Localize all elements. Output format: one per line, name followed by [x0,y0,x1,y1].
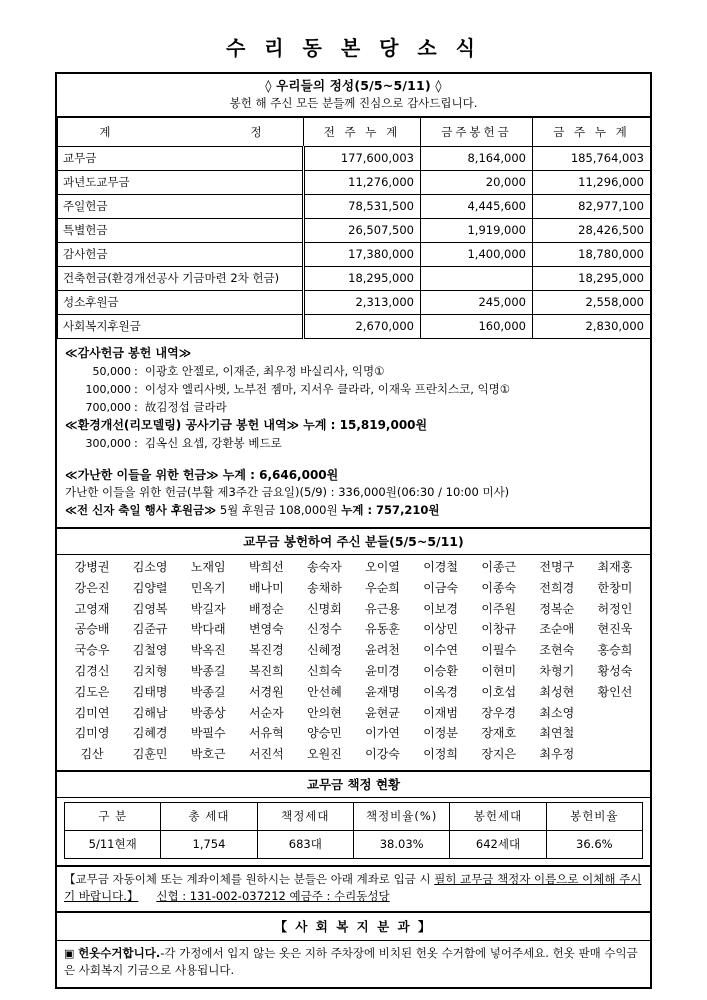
donor-name: 서진석 [248,747,284,762]
donor-name: 이종숙 [481,580,517,595]
offering-total: 11,296,000 [533,171,651,195]
feast-support-amount: 5월 후원금 108,000원 [216,503,342,518]
donor-name: 허정인 [597,601,633,616]
thanks-offering-line-separator: : [134,399,138,414]
donor-name: 유근용 [365,601,400,616]
donor-name: 박종길 [190,684,226,699]
offering-account-name: 과년도교무금 [58,171,304,195]
donor-name: 신정수 [307,622,342,637]
donor-name: 박종상 [190,705,226,720]
donor-name: 공승배 [74,622,110,637]
thanks-offering-line-amount: 50,000 [92,364,131,378]
status-data-row [65,831,643,859]
donor-name: 이수연 [423,643,458,658]
donor-name: 이승환 [423,664,458,679]
donor-name: 서경원 [248,684,284,699]
donor-name: 이옥경 [423,684,458,699]
account-notice [57,867,650,913]
offering-details [57,339,650,529]
status-column-header: 책정세대 [257,803,353,831]
offering-row [58,219,651,243]
offering-total: 2,558,000 [533,291,651,315]
donor-name: 장재호 [481,726,517,741]
donors-row [63,682,644,703]
donor-name: 박길자 [190,601,226,616]
offering-account-name: 교무금 [58,147,304,171]
remodel-fund-line-amount: 300,000 [85,437,131,450]
donor-name: 우순희 [365,580,400,595]
offering-prev-total: 2,313,000 [304,291,421,315]
donor-name: 이금숙 [423,580,458,595]
feast-support-header: ≪전 신자 축일 행사 후원금≫ [65,503,217,518]
thanks-offering-line-names: 이성자 엘리사벳, 노부전 젬마, 지서우 클라라, 이재욱 프란치스코, 익명① [144,381,511,396]
donor-name: 이정분 [423,726,458,741]
offering-total: 18,780,000 [533,243,651,267]
donor-name: 한창미 [597,580,633,595]
donor-name: 김양렬 [132,580,168,595]
status-cell: 1,754 [161,831,257,859]
thanks-offering-line [65,399,642,417]
donor-name: 김산 [80,747,104,762]
donor-name: 복진경 [248,643,284,658]
status-column-header: 봉헌세대 [450,803,546,831]
offering-prev-total: 177,600,003 [304,147,421,171]
donor-name: 최성현 [539,684,575,699]
donor-name: 전희경 [539,580,575,595]
offering-prev-total: 78,531,500 [304,195,421,219]
donor-name: 김태명 [132,684,168,699]
donor-name: 김영복 [132,601,168,616]
welfare-notice-lead: 헌옷수거합니다. [78,945,161,960]
donor-name: 김미영 [74,726,110,741]
thanks-offering-line [65,381,642,399]
welfare-section-title: 【 사 회 복 지 분 과 】 [57,913,650,941]
offering-account-name: 주일헌금 [58,195,304,219]
status-cell: 642세대 [450,831,546,859]
donor-name: 김소영 [132,560,168,575]
status-column-header: 구 분 [65,803,161,831]
col-header-account: 계 정 [58,118,304,147]
donor-name: 김해남 [132,705,168,720]
donor-name: 양승민 [307,726,342,741]
thanks-offering-line-amount: 700,000 [85,400,131,414]
offering-prev-total: 2,670,000 [304,315,421,339]
donor-name: 민옥기 [190,580,226,595]
donor-name: 홍승희 [597,643,633,658]
donor-name: 장지은 [481,747,517,762]
status-cell: 683대 [257,831,353,859]
offering-row [58,291,651,315]
donor-name: 노재임 [190,560,226,575]
donor-name [586,723,644,744]
status-table-wrapper [57,798,650,867]
offering-banner-title: ◊ 우리들의 정성(5/5~5/11) ◊ [265,78,442,93]
offering-this-week: 1,400,000 [421,243,533,267]
donor-name: 황성숙 [597,664,633,679]
donor-name: 이재범 [423,705,458,720]
col-header-total: 금 주 누 계 [533,118,651,147]
offering-row [58,171,651,195]
thanks-offering-line-separator: : [134,363,138,378]
offering-table-header-row [58,118,651,147]
donor-name: 오원진 [307,747,342,762]
poor-offering-header: ≪가난한 이들을 위한 헌금≫ 누계 : 6,646,000원 [65,467,339,482]
offering-row [58,195,651,219]
donor-name: 송숙자 [307,560,342,575]
status-table [64,802,643,859]
donor-name: 박다래 [190,622,226,637]
offering-account-name: 특별헌금 [58,219,304,243]
donor-name: 박옥진 [190,643,226,658]
donor-name: 유동훈 [365,622,400,637]
donor-name [586,703,644,724]
donor-name: 이주원 [481,601,517,616]
col-header-this-week: 금주봉헌금 [421,118,533,147]
donors-table [63,557,644,765]
donor-name: 신명회 [307,601,342,616]
offering-row [58,243,651,267]
donor-name: 김훈민 [132,747,168,762]
donor-name: 현진욱 [597,622,633,637]
donor-name: 이호섭 [481,684,517,699]
donors-row [63,703,644,724]
donor-name: 김혜경 [132,726,168,741]
feast-support-total: 누계 : 757,210원 [341,503,440,518]
donor-name: 윤재명 [365,684,400,699]
thanks-offering-line-names: 故김정섭 글라라 [144,399,227,414]
account-notice-part2: 해 주시기 바랍니다.】 [64,872,642,904]
donor-name: 김미연 [74,705,110,720]
remodel-fund-line [65,435,642,453]
donors-grid-wrapper [57,555,650,772]
donor-name: 안선혜 [307,684,342,699]
status-title: 교무금 책정 현황 [57,772,650,798]
donor-name: 강병권 [74,560,110,575]
status-cell: 5/11현재 [65,831,161,859]
donors-row [63,723,644,744]
donor-name: 서유혁 [248,726,284,741]
donor-name: 이경철 [423,560,458,575]
offering-this-week: 4,445,600 [421,195,533,219]
offering-this-week: 8,164,000 [421,147,533,171]
status-column-header: 총 세대 [161,803,257,831]
filled-square-icon: ▣ [64,946,75,960]
welfare-notice [57,941,650,988]
donors-row [63,661,644,682]
status-column-header: 책정비율(%) [353,803,449,831]
offering-this-week: 160,000 [421,315,533,339]
donor-name: 차형기 [539,664,575,679]
remodel-fund-line-names: 김옥신 요셉, 강환봉 베드로 [144,436,282,450]
donor-name: 최우정 [539,747,575,762]
account-number: 신협 : 131-002-037212 예금주 : 수리동성당 [156,889,390,904]
offering-account-name: 감사헌금 [58,243,304,267]
donor-name: 최재홍 [597,560,633,575]
donors-row [63,640,644,661]
donor-name: 조순애 [539,622,575,637]
offering-banner [57,74,650,117]
donor-name: 이창규 [481,622,517,637]
donors-row [63,744,644,765]
donor-name: 최소영 [539,705,575,720]
donor-name: 박필수 [190,726,226,741]
donor-name: 김철영 [132,643,168,658]
donor-name: 신혜정 [307,643,342,658]
donor-name: 이보경 [423,601,458,616]
detail-spacer [65,453,642,466]
donor-name: 윤미경 [365,664,400,679]
thanks-offering-line-names: 이광호 안젤로, 이재준, 최우정 바실리사, 익명① [144,363,385,378]
thanks-offering-line [65,363,642,381]
thanks-offering-line-amount: 100,000 [85,382,131,396]
feast-support-line [65,502,642,520]
donor-name: 최연철 [539,726,575,741]
account-notice-part1: 【교무금 자동이체 또는 계좌이체를 원하시는 분들은 아래 계좌로 입금 시 [64,872,435,886]
donors-row [63,557,644,578]
donor-name: 이정희 [423,747,458,762]
donor-name: 정복순 [539,601,575,616]
offering-this-week: 1,919,000 [421,219,533,243]
offering-total: 82,977,100 [533,195,651,219]
donor-name: 변영숙 [248,622,284,637]
donor-name: 이현미 [481,664,517,679]
donor-name: 장우경 [481,705,517,720]
donor-name: 윤현균 [365,705,400,720]
offering-prev-total: 26,507,500 [304,219,421,243]
bulletin-frame [55,72,652,989]
donor-name: 이강숙 [365,747,400,762]
donor-name: 김치형 [132,664,168,679]
donor-name: 전명구 [539,560,575,575]
donor-name: 박희선 [248,560,284,575]
donor-name: 조현숙 [539,643,575,658]
thanks-offering-header: ≪감사헌금 봉헌 내역≫ [65,346,192,361]
offering-account-name: 성소후원금 [58,291,304,315]
offering-account-name: 건축헌금(환경개선공사 기금마련 2차 헌금) [58,267,304,291]
offering-row [58,147,651,171]
donors-row [63,619,644,640]
donors-title: 교무금 봉헌하여 주신 분들(5/5~5/11) [57,529,650,555]
donor-name: 이가연 [365,726,400,741]
donor-name: 김경신 [74,664,110,679]
status-column-header: 봉헌비율 [546,803,642,831]
donor-name: 국승우 [74,643,110,658]
donors-row [63,578,644,599]
donor-name: 김도은 [74,684,110,699]
donor-name: 박종길 [190,664,226,679]
donor-name: 강은진 [74,580,110,595]
donor-name: 이상민 [423,622,458,637]
donor-name: 신희숙 [307,664,342,679]
thanks-offering-line-separator: : [134,381,138,396]
donor-name: 복진희 [248,664,284,679]
status-header-row [65,803,643,831]
offering-banner-subtitle: 봉헌 해 주신 모든 분들께 진심으로 감사드립니다. [229,96,478,111]
donor-name [586,744,644,765]
donor-name: 안의현 [307,705,342,720]
poor-offering-detail: 가난한 이들을 위한 헌금(부활 제3주간 금요일)(5/9) : 336,000원(06:30 / 10:00 미사) [65,485,510,500]
account-notice-emphasis: 필히 교무금 책정자 이름으로 이체 [434,872,605,886]
donor-name: 이필수 [481,643,517,658]
donor-name: 이종근 [481,560,517,575]
offering-account-name: 사회복지후원금 [58,315,304,339]
page-title: 수 리 동 본 당 소 식 [225,36,482,60]
donor-name: 박호근 [190,747,226,762]
donor-name: 송채하 [307,580,342,595]
offering-row [58,315,651,339]
offering-this-week: 20,000 [421,171,533,195]
offering-table [57,117,651,339]
status-cell: 38.03% [353,831,449,859]
offering-prev-total: 11,276,000 [304,171,421,195]
donor-name: 서순자 [248,705,284,720]
donor-name: 김준규 [132,622,168,637]
remodel-fund-header: ≪환경개선(리모델링) 공사기금 봉헌 내역≫ 누계 : 15,819,000원 [65,418,428,433]
remodel-fund-line-separator: : [134,436,138,450]
donor-name: 고영재 [74,601,110,616]
offering-this-week [421,267,533,291]
donor-name: 배정순 [248,601,284,616]
offering-prev-total: 18,295,000 [304,267,421,291]
offering-total: 28,426,500 [533,219,651,243]
offering-total: 18,295,000 [533,267,651,291]
col-header-prev-total: 전 주 누 계 [304,118,421,147]
donor-name: 황인선 [597,684,633,699]
offering-total: 185,764,003 [533,147,651,171]
donor-name: 윤려천 [365,643,400,658]
donor-name: 오이열 [365,560,400,575]
welfare-notice-body: -각 가정에서 입지 않는 옷은 지하 주차장에 비치된 헌옷 수거함에 넣어주세요. 헌옷 판매 수익금은 사회복지 기금으로 사용됩니다. [64,945,638,977]
offering-row [58,267,651,291]
donor-name: 배나미 [248,580,284,595]
status-cell: 36.6% [546,831,642,859]
offering-this-week: 245,000 [421,291,533,315]
donors-row [63,599,644,620]
offering-prev-total: 17,380,000 [304,243,421,267]
offering-total: 2,830,000 [533,315,651,339]
